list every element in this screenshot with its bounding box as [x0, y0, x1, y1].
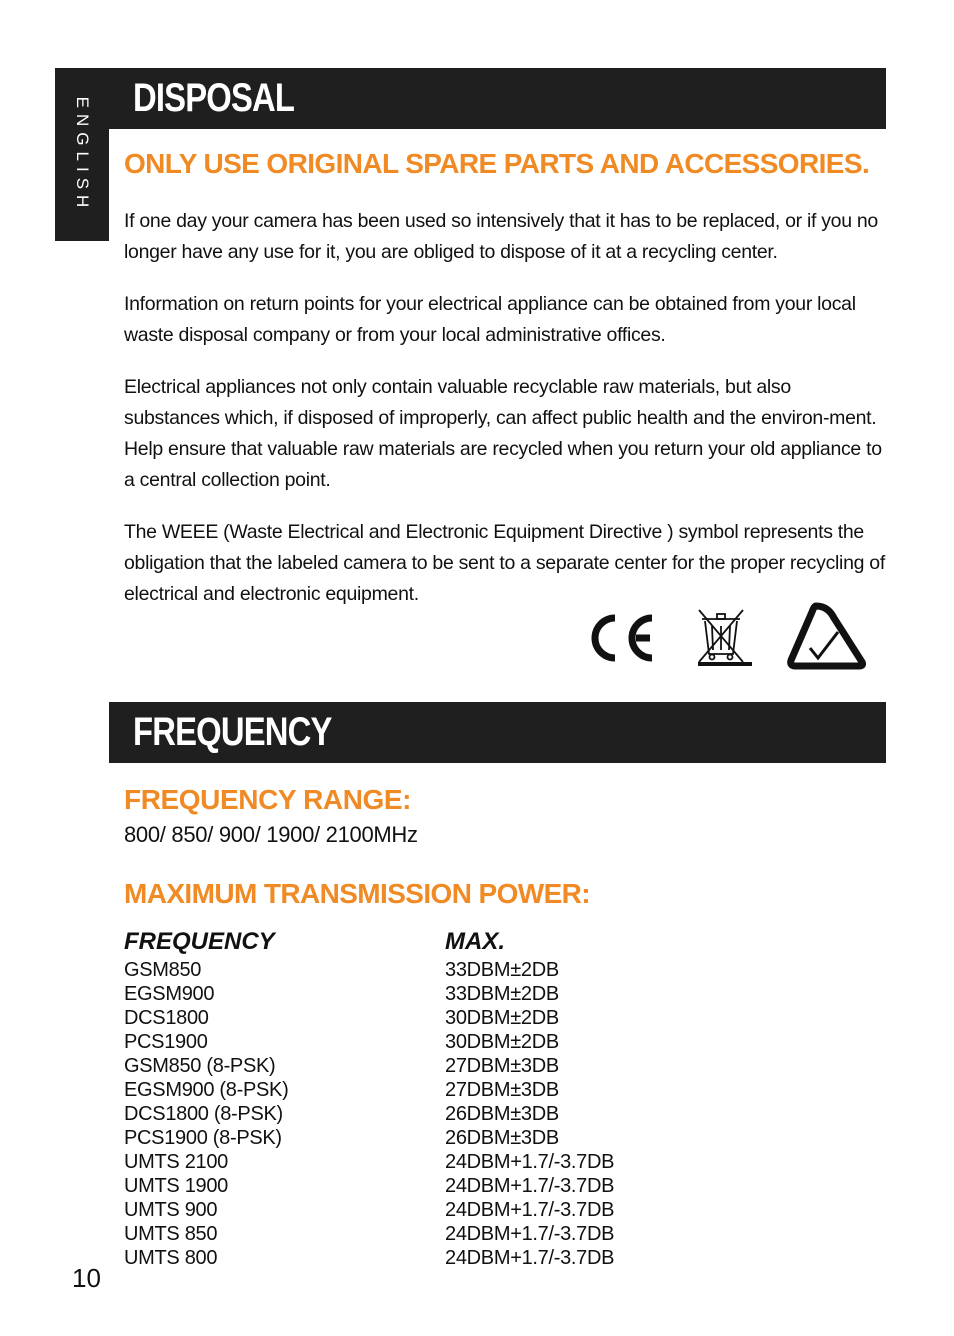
disposal-title: DISPOSAL [133, 76, 295, 120]
list-item: 26DBM±3DB [445, 1127, 559, 1149]
frequency-range-value: 800/ 850/ 900/ 1900/ 2100MHz [124, 822, 418, 847]
max-column-header: MAX. [445, 928, 505, 955]
list-item: GSM850 (8-PSK) [124, 1055, 276, 1077]
list-item: 30DBM±2DB [445, 1007, 559, 1029]
list-item: 26DBM±3DB [445, 1103, 559, 1125]
list-item: UMTS 1900 [124, 1175, 229, 1197]
list-item: 24DBM+1.7/-3.7DB [445, 1199, 615, 1221]
list-item: 24DBM+1.7/-3.7DB [445, 1151, 615, 1173]
certification-icons [578, 602, 868, 672]
list-item: 27DBM±3DB [445, 1079, 559, 1101]
disposal-paragraph-3: Electrical appliances not only contain valuable recyclable raw materials, but also substances which, if disposed of improperly, can affect public health and the environ-ment. Help ensure that valuable raw materials are recycled when you return your old appliance to a central collection point. [124, 376, 882, 491]
list-item: 33DBM±2DB [445, 983, 559, 1005]
page-number: 10 [72, 1263, 101, 1293]
language-side-tab [55, 68, 109, 241]
frequency-title: FREQUENCY [133, 710, 332, 754]
list-item: UMTS 2100 [124, 1151, 229, 1173]
list-item: EGSM900 (8-PSK) [124, 1079, 289, 1101]
list-item: 24DBM+1.7/-3.7DB [445, 1223, 615, 1245]
list-item: 27DBM±3DB [445, 1055, 559, 1077]
frequency-range-heading: FREQUENCY RANGE: [124, 784, 412, 815]
list-item: UMTS 900 [124, 1199, 218, 1221]
list-item: 24DBM+1.7/-3.7DB [445, 1175, 615, 1197]
disposal-paragraph-1: If one day your camera has been used so intensively that it has to be replaced, or if you no longer have any use for it, you are obliged to dispose of it at a recycling center. [124, 210, 878, 263]
list-item: PCS1900 (8-PSK) [124, 1127, 282, 1149]
weee-crossed-bin-icon [698, 610, 752, 666]
frequency-title-bar [109, 702, 886, 763]
max-transmission-power-heading: MAXIMUM TRANSMISSION POWER: [124, 878, 591, 909]
list-item: PCS1900 [124, 1031, 208, 1053]
list-item: UMTS 850 [124, 1223, 218, 1245]
list-item: 24DBM+1.7/-3.7DB [445, 1247, 615, 1269]
list-item: DCS1800 (8-PSK) [124, 1103, 283, 1125]
list-item: DCS1800 [124, 1007, 209, 1029]
max-power-list [445, 958, 614, 1270]
list-item: EGSM900 [124, 983, 215, 1005]
list-item: UMTS 800 [124, 1247, 218, 1269]
list-item: 33DBM±2DB [445, 959, 559, 981]
language-label: ENGLISH [73, 96, 92, 213]
frequency-column-header: FREQUENCY [124, 928, 275, 955]
disposal-paragraph-2: Information on return points for your electrical appliance can be obtained from your local waste disposal company or from your local administrative offices. [124, 293, 856, 346]
rcm-tick-icon [791, 606, 863, 666]
disposal-subheading: ONLY USE ORIGINAL SPARE PARTS AND ACCESSORIES. [124, 148, 870, 179]
frequency-band-list [124, 958, 288, 1270]
list-item: GSM850 [124, 959, 202, 981]
ce-mark-icon [595, 618, 652, 658]
disposal-paragraph-4: The WEEE (Waste Electrical and Electronic Equipment Directive ) symbol represents the obligation that the labeled camera to be sent to a separate center for the proper recycling of electrical and electronic equipment. [124, 521, 885, 605]
disposal-title-bar [109, 68, 886, 129]
list-item: 30DBM±2DB [445, 1031, 559, 1053]
